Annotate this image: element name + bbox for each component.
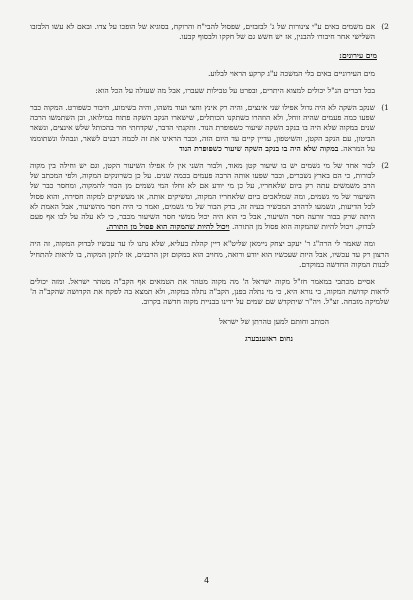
point-1-number: 1): [381, 103, 389, 113]
section-intro: מים העירוניים באים בלי המשכה ע"ג קרקע הראוי לבלוע.: [208, 68, 375, 78]
signoff-line: הכותב וחותם למען טהרתן של ישראל: [219, 316, 329, 326]
item-2-text: אם משמים באים ע"י צינורות של ג' לבזבזים, שפסול להבי"ח והרוקח, בסוגיא של הופכו על צדו. ובאם לא עשו הלבזבו השלישי אחר חיבורו להבנין, אז יש חשש גם של חקקו ולבסוף קבעו.: [30, 22, 375, 42]
point-1-text: [30, 103, 375, 154]
page-number: 4: [203, 575, 210, 585]
point-2-body: לבור אחד של מי גשמים יש בו שיעור קטן מאוד, ולבור השני אין לו אפילו השיעור הקטן, וגם יש וחילה בין מקוה לבורות, כי הם בארץ נשברים, וכבר שפעו אותה הרבה פעמים בכמה שנים. על כן כשרונקים המקוה, ולפי המכתב של הרב משמשים עתה רק ביום שלאחריו, על כן מי יודע אם לא זחלו המי גשמים מן הבור להמקוה, ומחסר כבר של השיעור של מי גשמים, ומה שמלאכים ביום שלאחריו המקוה, ומשיקים אותה, או מעשיקים למקוה חסירה, והוא פסול לכל הדיעות, ונשמעו לרהרב המכשיר בעיה זה, בדק הבור של מי גשמים, ואמר כי היה חסר מהשיעור, אבל האמת לא היתה שרק בבור זורעה חסר השיעור, אבל כי הוא היה יכול ממשי חסר השיעור מכבר, כי לא עלה על לבו אף פעם לבדוק. ויכול להיות שהמקוה הוא פסול מן התורה.: [30, 161, 375, 232]
section-heading: מים עירונים:: [339, 51, 377, 61]
point-1-body: שנקב השקה לא היה גדול אפילו שני אינצים, והיה רק אינץ וחצי ועוד משהו, והיה בשימוע, חיבור כשפורט. המקוה כבר שפעו כמה פעמים שהיה זוחל, ולא הוזהרו כשתקנו הכותלים, שישארו הנקב השקה פתוח במילואו, וכן השתמשו הרבה שנים במקוה שלא היה בו בנקב השקה שיעור כשפופרת הנוד. ותקנתי הדבר, שקדחתי חור בהכותל שלש אינצים, ונשאר הביטון, עם הנקב הקטן, והשיטפון, עדיין קיים עד היום הזה, וכבר הראינו את זה לכמה רבנים לשאר, ונבהלו ונשתוממו על המראה.: [30, 103, 375, 153]
point-2-closing: ויכול להיות שהמקוה הוא פסול מן התורה.: [106, 222, 230, 232]
item-2-number: 2): [381, 22, 389, 31]
paragraph-4: אסיים מכתבי במאמר חז"ל מקוה ישראל ה' מה מקוה מטהר את הטמאים אף הקב"ה מטהר ישראל. ומזה יכולים לראות קדושת המקוה, כי נורא היא, כי מי נתלה בפנן, הקב"ה נתלה במקוה, ולא תמצא בה לפקח את הקדושה שהקב"ה ה' שלמיקה מזבחה. זצ"ל. ויה"ר שיתקדש שם שמים על ידינו בבניית מקוה חדשה בקרוב.: [30, 277, 389, 307]
item-2: [30, 22, 389, 42]
paragraph-3: ומה שאמר לי הרה"ג ר' יעקב יצחק ניימאן שליט"א דיין קהלת בעליא, שלא נתנו לו עד עכשיו לבדוק המקוה, זה היה הרצון רק עד עכשיו, אבל היות שעכשיו הוא יודע ורואה, מחויב הוא במקום זקן הרבנים, אז לתקן המקוה, בו לראות להתחיל לבנות המקוה החדשה במוקדם.: [30, 239, 389, 269]
section-paragraph: בכל דברים הנ"ל יכולים למצוא היתרים, ובפרט על טבילות שעברו, אבל מה שעולה על הכל הוא:: [95, 85, 375, 95]
point-1: [30, 103, 389, 154]
point-2-text: [30, 161, 375, 232]
signature-name: נחום ראזענבערג: [245, 333, 293, 343]
point-2-number: 2): [381, 161, 389, 171]
point-2: [30, 161, 389, 232]
point-1-bold-phrase: במקוה שלא היה בו בנקב השקה שיעור כשפופרת הנוד: [179, 143, 339, 153]
